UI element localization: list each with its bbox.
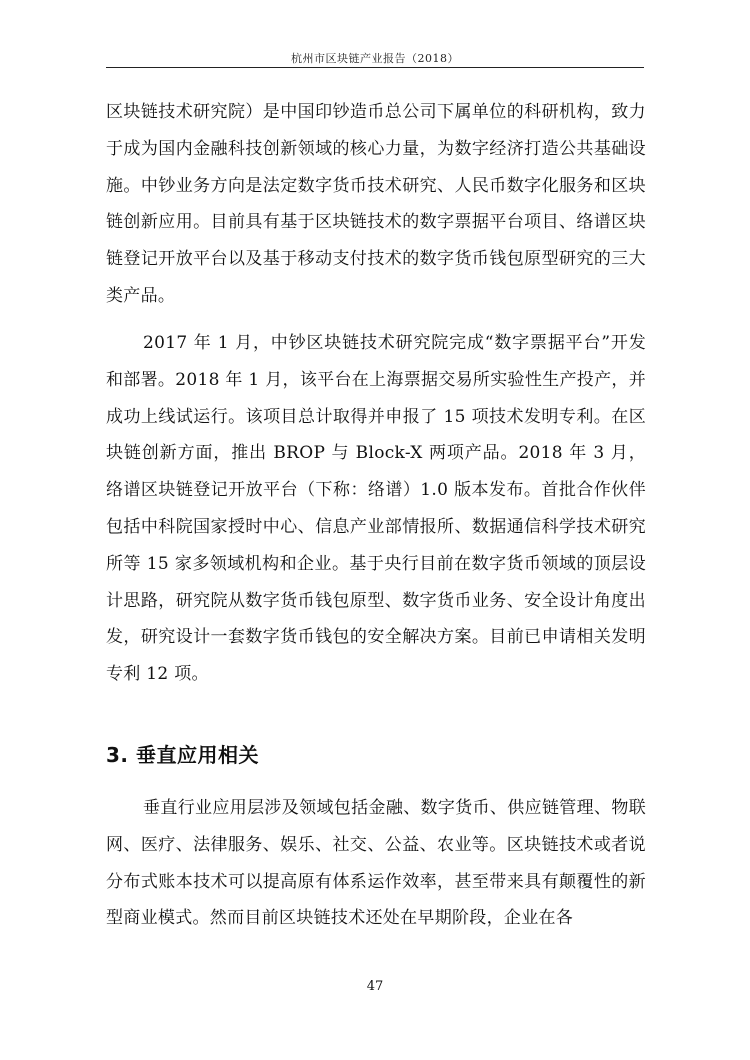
header-divider bbox=[106, 67, 644, 68]
body-paragraph-1: 区块链技术研究院）是中国印钞造币总公司下属单位的科研机构，致力于成为国内金融科技创新领域的核心力量，为数字经济打造公共基础设施。中钞业务方向是法定数字货币技术研究、人民币数字化服务和区块链创新应用。目前具有基于区块链技术的数字票据平台项目、络谱区块链登记开放平台以及基于移动支付技术的数字货币钱包原型研究的三大类产品。 bbox=[106, 102, 646, 306]
running-header: 杭州市区块链产业报告（2018） bbox=[291, 52, 459, 65]
body-paragraph-2: 2017 年 1 月，中钞区块链技术研究院完成“数字票据平台”开发和部署。2018 年 1 月，该平台在上海票据交易所实验性生产投产，并成功上线试运行。该项目总计取得并申报了 15 项技术发明专利。在区块链创新方面，推出 BROP 与 Block-X 两项产品。2018 年 3 月，络谱区块链登记开放平台（下称：络谱）1.0 版本发布。首批合作伙伴包括中科院国家授时中心、信息产业部情报所、数据通信科学技术研究所等 15 家多领域机构和企业。基于央行目前在数字货币领域的顶层设计思路，研究院从数字货币钱包原型、数字货币业务、安全设计角度出发，研究设计一套数字货币钱包的安全解决方案。目前已申请相关发明专利 12 项。 bbox=[106, 333, 646, 685]
page-number: 47 bbox=[366, 979, 384, 994]
body-paragraph-3: 垂直行业应用层涉及领域包括金融、数字货币、供应链管理、物联网、医疗、法律服务、娱乐、社交、公益、农业等。区块链技术或者说分布式账本技术可以提高原有体系运作效率，甚至带来具有颠覆性的新型商业模式。然而目前区块链技术还处在早期阶段，企业在各 bbox=[106, 798, 646, 929]
section-heading: 3. 垂直应用相关 bbox=[106, 743, 259, 767]
